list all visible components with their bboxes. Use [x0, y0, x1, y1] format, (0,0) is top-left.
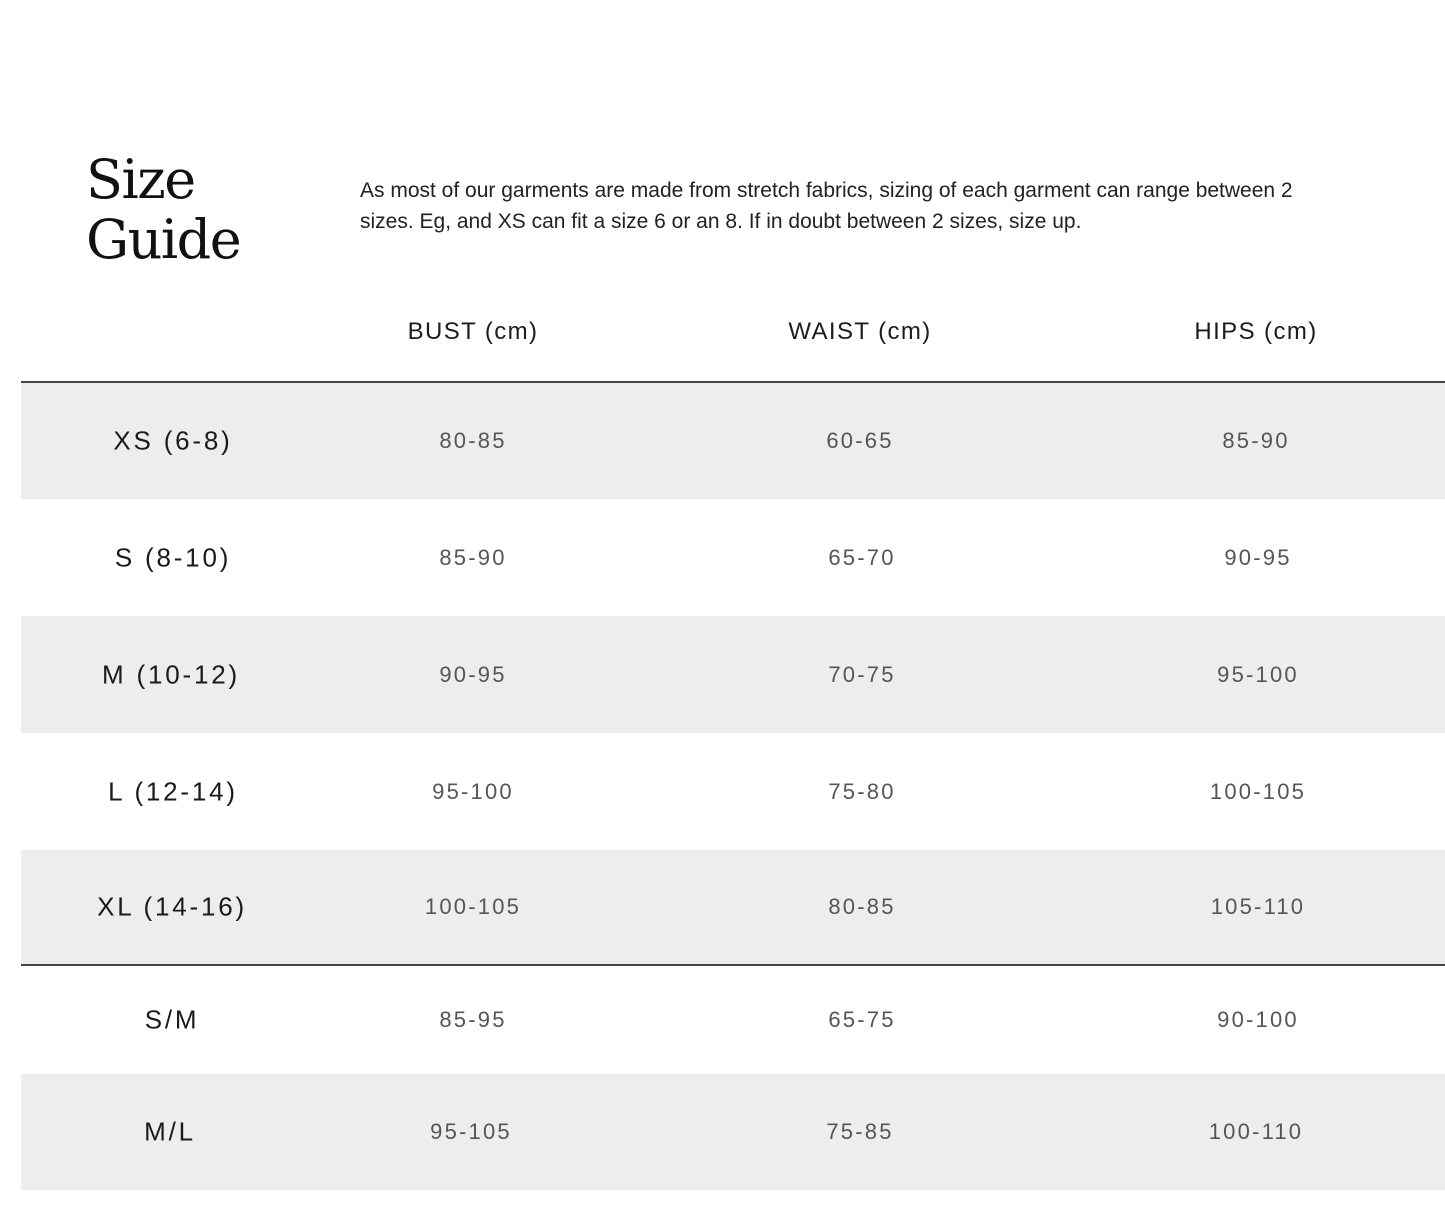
size-label: XL (14-16): [97, 891, 247, 922]
waist-value: 75-80: [828, 778, 896, 804]
table-row: [21, 733, 1445, 850]
size-label: M/L: [144, 1116, 196, 1147]
bust-value: 80-85: [439, 428, 507, 453]
bust-value: 95-100: [432, 778, 514, 804]
waist-value: 65-75: [828, 1007, 896, 1032]
hips-value: 100-110: [1208, 1119, 1304, 1144]
column-header-hips: HIPS (cm): [1194, 318, 1318, 345]
bust-value: 85-95: [439, 1007, 507, 1032]
column-header-bust: BUST (cm): [407, 318, 539, 345]
table-row: [21, 616, 1445, 733]
hips-value: 100-105: [1209, 778, 1307, 804]
page-title: [86, 150, 240, 270]
bust-value: 95-105: [430, 1119, 512, 1144]
bust-value: 100-105: [424, 894, 522, 919]
size-label: S (8-10): [114, 542, 232, 572]
size-label: XS (6-8): [113, 425, 233, 456]
bust-value: 85-90: [439, 544, 507, 570]
title-line-2: Guide: [86, 208, 241, 271]
hips-value: 95-100: [1217, 661, 1299, 687]
waist-value: 65-70: [828, 544, 896, 570]
size-label: L (12-14): [108, 776, 238, 806]
hips-value: 105-110: [1210, 894, 1306, 919]
bust-value: 90-95: [439, 661, 507, 687]
column-header-waist: WAIST (cm): [788, 318, 932, 345]
table-row: [21, 1074, 1445, 1190]
table-row: [21, 966, 1445, 1074]
hips-value: 85-90: [1222, 428, 1290, 453]
table-row: [21, 850, 1445, 964]
size-guide-intro: As most of our garments are made from stretch fabrics, sizing of each garment can range between 2 sizes. Eg, and XS can fit a size 6 or an 8. If in doubt between 2 sizes, size up.: [360, 179, 1293, 233]
waist-value: 70-75: [828, 661, 896, 687]
hips-value: 90-100: [1217, 1007, 1299, 1032]
waist-value: 60-65: [826, 428, 894, 453]
size-label: M (10-12): [102, 659, 240, 689]
size-label: S/M: [144, 1004, 200, 1035]
waist-value: 80-85: [828, 894, 896, 919]
table-row: [21, 383, 1445, 499]
hips-value: 90-95: [1224, 544, 1292, 570]
title-line-1: Size: [86, 148, 195, 211]
waist-value: 75-85: [826, 1119, 894, 1144]
table-row: [21, 499, 1445, 616]
